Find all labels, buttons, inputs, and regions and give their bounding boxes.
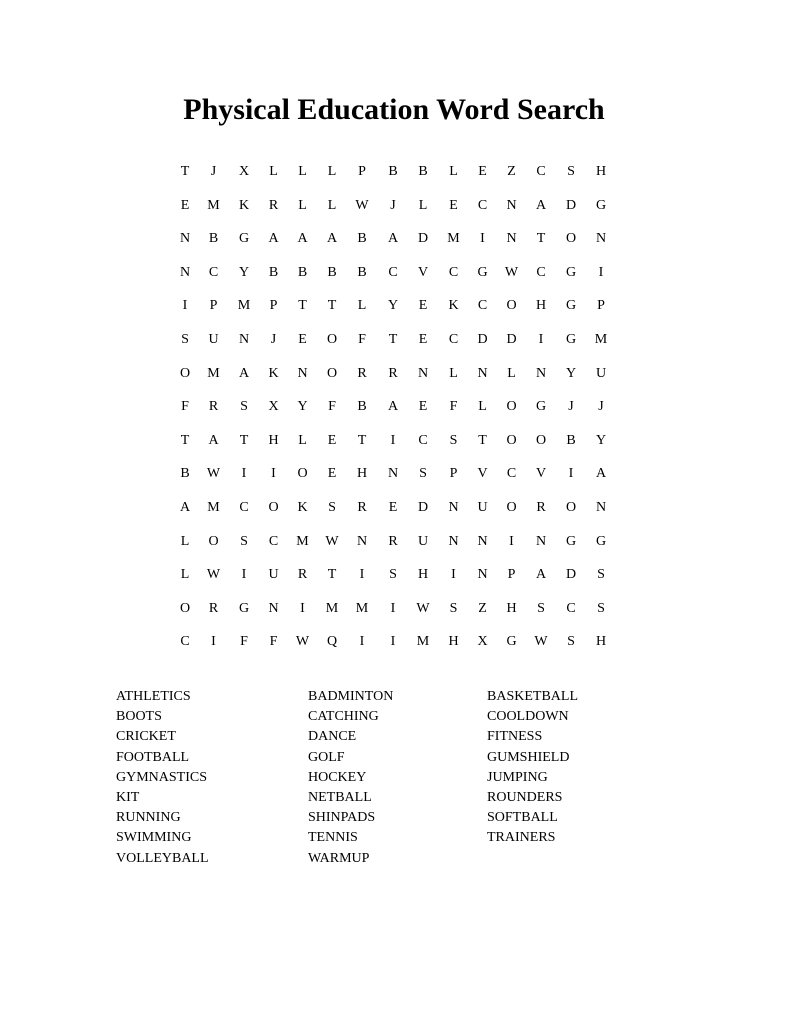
grid-cell[interactable]: T [180, 432, 190, 448]
grid-cell[interactable]: D [565, 567, 577, 583]
grid-cell[interactable]: A [387, 231, 399, 247]
grid-cell[interactable]: I [509, 533, 514, 549]
grid-cell[interactable]: A [238, 365, 250, 381]
grid-cell[interactable]: I [271, 466, 276, 482]
grid-cell[interactable]: I [538, 331, 544, 347]
grid-cell[interactable]: I [568, 466, 574, 482]
word-column [116, 687, 209, 869]
page-title: Physical Education Word Search [183, 93, 605, 126]
grid-cell[interactable]: E [388, 499, 398, 515]
grid-cell[interactable]: D [477, 331, 488, 347]
grid-cell[interactable]: K [268, 365, 279, 381]
grid-cell[interactable]: J [568, 399, 574, 415]
grid-cell[interactable]: O [179, 600, 191, 616]
word-list-item: TRAINERS [487, 830, 556, 846]
grid-cell[interactable]: M [237, 298, 251, 314]
grid-cell[interactable]: E [449, 197, 458, 213]
grid-row [170, 225, 620, 259]
grid-cell[interactable]: Y [595, 432, 607, 448]
grid-cell[interactable]: I [182, 298, 188, 314]
grid-cell[interactable]: W [325, 533, 339, 549]
grid-row [170, 561, 620, 595]
grid-cell[interactable]: A [535, 567, 547, 583]
grid-cell[interactable]: R [536, 499, 546, 515]
word-list-item: SOFTBALL [487, 810, 558, 826]
grid-cell[interactable]: Y [565, 365, 577, 381]
grid-cell[interactable]: D [565, 197, 577, 213]
grid-cell[interactable]: L [298, 432, 307, 448]
grid-cell[interactable]: L [449, 365, 458, 381]
grid-cell[interactable]: K [297, 499, 308, 515]
grid-cell[interactable]: N [417, 365, 429, 381]
grid-cell[interactable]: N [595, 231, 607, 247]
word-list-item: HOCKEY [308, 769, 367, 785]
grid-cell[interactable]: C [268, 533, 279, 549]
grid-cell[interactable]: N [535, 365, 547, 381]
word-column [308, 687, 393, 869]
grid-cell[interactable]: L [298, 197, 307, 213]
grid-cell[interactable]: G [238, 231, 250, 247]
grid-cell[interactable]: R [388, 365, 398, 381]
grid-cell[interactable]: H [448, 634, 459, 650]
grid-cell[interactable]: S [419, 466, 427, 482]
grid-row [170, 259, 620, 293]
grid-cell[interactable]: S [597, 600, 605, 616]
grid-cell[interactable]: E [478, 164, 487, 179]
grid-cell[interactable]: B [327, 264, 337, 280]
grid-cell[interactable]: Z [478, 600, 487, 616]
grid-row [170, 326, 620, 360]
grid-cell[interactable]: P [269, 298, 278, 314]
grid-cell[interactable]: U [268, 567, 279, 583]
grid-cell[interactable]: A [595, 466, 607, 482]
grid-cell[interactable]: I [359, 567, 365, 583]
grid-cell[interactable]: B [357, 264, 367, 280]
grid-cell[interactable]: T [239, 432, 249, 448]
grid-cell[interactable]: G [565, 331, 577, 347]
word-column [487, 687, 578, 849]
grid-cell[interactable]: I [211, 634, 216, 650]
grid-cell[interactable]: O [326, 365, 338, 381]
grid-cell[interactable]: C [536, 164, 546, 179]
grid-cell[interactable]: C [208, 264, 219, 280]
grid-cell[interactable]: B [388, 164, 398, 179]
grid-cell[interactable]: E [180, 197, 190, 213]
word-list-item: BADMINTON [308, 689, 394, 704]
word-list-item: KIT [116, 789, 140, 805]
grid-cell[interactable]: F [240, 634, 248, 650]
grid-cell[interactable]: N [297, 365, 308, 381]
grid-cell[interactable]: I [390, 432, 396, 448]
grid-cell[interactable]: C [418, 432, 428, 448]
grid-cell[interactable]: L [180, 533, 190, 549]
grid-cell[interactable]: S [240, 399, 248, 415]
grid-cell[interactable]: R [208, 399, 219, 415]
grid-cell[interactable]: O [506, 432, 517, 448]
grid-cell[interactable]: L [478, 399, 487, 415]
grid-cell[interactable]: H [417, 567, 429, 583]
grid-cell[interactable]: D [417, 499, 429, 515]
grid-cell[interactable]: H [535, 298, 547, 314]
grid-cell[interactable]: L [327, 197, 337, 213]
grid-cell[interactable]: C [448, 264, 459, 280]
grid-cell[interactable]: G [238, 600, 250, 616]
grid-cell[interactable]: K [448, 298, 459, 314]
grid-cell[interactable]: W [206, 567, 221, 583]
grid-cell[interactable]: M [594, 331, 608, 347]
grid-cell[interactable]: Y [238, 264, 250, 280]
grid-cell[interactable]: N [448, 499, 459, 515]
grid-cell[interactable]: N [268, 600, 279, 616]
grid-cell[interactable]: B [418, 164, 428, 179]
word-list-item: BOOTS [116, 709, 162, 725]
grid-cell[interactable]: G [565, 264, 577, 280]
grid-cell[interactable]: M [207, 365, 220, 381]
grid-cell[interactable]: D [506, 331, 517, 347]
word-list-item: GYMNASTICS [116, 769, 208, 785]
word-list-item: FOOTBALL [116, 749, 190, 765]
grid-cell[interactable]: X [238, 164, 250, 179]
grid-cell[interactable]: A [535, 197, 547, 213]
grid-row [170, 192, 620, 226]
grid-cell[interactable]: O [506, 499, 517, 515]
grid-cell[interactable]: G [535, 399, 547, 415]
grid-cell[interactable]: E [327, 432, 337, 448]
grid-cell[interactable]: J [598, 399, 604, 415]
grid-cell[interactable]: U [595, 365, 607, 381]
grid-cell[interactable]: T [327, 567, 337, 583]
word-list-item: CATCHING [308, 709, 379, 725]
grid-cell[interactable]: M [207, 499, 220, 515]
grid-cell[interactable]: R [268, 197, 279, 213]
grid-cell[interactable]: T [180, 164, 190, 179]
grid-cell[interactable]: S [240, 533, 248, 549]
grid-cell[interactable]: L [418, 197, 428, 213]
grid-cell[interactable]: V [535, 466, 547, 482]
grid-cell[interactable]: T [298, 298, 307, 314]
grid-cell[interactable]: M [296, 533, 309, 549]
grid-cell[interactable]: S [449, 600, 458, 616]
grid-cell[interactable]: N [356, 533, 368, 549]
grid-cell[interactable]: N [477, 365, 488, 381]
grid-cell[interactable]: O [326, 331, 338, 347]
grid-cell[interactable]: L [269, 164, 278, 179]
grid-cell[interactable]: W [534, 634, 548, 650]
grid-cell[interactable]: B [180, 466, 190, 482]
grid-cell[interactable]: K [238, 197, 250, 213]
grid-cell[interactable]: M [447, 231, 460, 247]
grid-cell[interactable]: I [451, 567, 456, 583]
grid-cell[interactable]: I [390, 634, 396, 650]
grid-cell[interactable]: E [298, 331, 307, 347]
grid-cell[interactable]: A [297, 231, 308, 247]
grid-row [170, 595, 620, 629]
grid-cell[interactable]: F [181, 399, 189, 415]
grid-cell[interactable]: S [181, 331, 189, 347]
grid-cell[interactable]: S [449, 432, 458, 448]
grid-cell[interactable]: A [268, 231, 279, 247]
grid-cell[interactable]: P [597, 298, 605, 314]
word-list-item: CRICKET [116, 729, 176, 745]
grid-cell[interactable]: O [565, 231, 577, 247]
grid-cell[interactable]: Y [387, 298, 399, 314]
grid-cell[interactable]: E [418, 399, 428, 415]
word-list-item: FITNESS [487, 729, 543, 745]
grid-cell[interactable]: O [506, 298, 517, 314]
grid-cell[interactable]: M [355, 600, 369, 616]
grid-cell[interactable]: C [448, 331, 459, 347]
grid-cell[interactable]: S [597, 567, 605, 583]
word-list-item: ROUNDERS [487, 789, 563, 805]
grid-cell[interactable]: T [478, 432, 487, 448]
grid-cell[interactable]: V [477, 466, 488, 482]
grid-cell[interactable]: R [208, 600, 219, 616]
grid-cell[interactable]: I [598, 264, 604, 280]
grid-cell[interactable]: N [238, 331, 250, 347]
grid-cell[interactable]: H [506, 600, 517, 616]
grid-cell[interactable]: U [208, 331, 219, 347]
grid-cell[interactable]: L [298, 164, 307, 179]
grid-cell[interactable]: I [480, 231, 485, 247]
word-list-item: GUMSHIELD [487, 749, 570, 765]
grid-cell[interactable]: O [297, 466, 308, 482]
grid-row [170, 393, 620, 427]
grid-cell[interactable]: E [418, 298, 428, 314]
grid-cell[interactable]: F [328, 399, 336, 415]
grid-cell[interactable]: F [358, 331, 366, 347]
grid-cell[interactable]: C [239, 499, 249, 515]
grid-cell[interactable]: T [357, 432, 367, 448]
grid-cell[interactable]: R [388, 533, 398, 549]
grid-cell[interactable]: G [595, 197, 607, 213]
grid-cell[interactable]: S [567, 634, 575, 650]
grid-cell[interactable]: B [566, 432, 576, 448]
grid-cell[interactable]: O [268, 499, 279, 515]
grid-cell[interactable]: B [208, 231, 219, 247]
word-list-item: NETBALL [308, 789, 372, 805]
grid-cell[interactable]: B [297, 264, 308, 280]
word-list-item: SWIMMING [116, 830, 192, 846]
word-list-item: TENNIS [308, 830, 358, 846]
grid-cell[interactable]: N [387, 466, 399, 482]
grid-row [170, 360, 620, 394]
grid-cell[interactable]: J [210, 164, 217, 179]
grid-cell[interactable]: I [300, 600, 305, 616]
grid-cell[interactable]: A [208, 432, 219, 448]
grid-cell[interactable]: C [180, 634, 190, 650]
grid-cell[interactable]: O [565, 499, 577, 515]
grid-cell[interactable]: A [179, 499, 191, 515]
grid-cell[interactable]: T [388, 331, 398, 347]
grid-cell[interactable]: B [357, 399, 367, 415]
grid-cell[interactable]: P [209, 298, 218, 314]
letter-grid [170, 158, 620, 662]
grid-cell[interactable]: H [356, 466, 368, 482]
grid-row [170, 292, 620, 326]
grid-cell[interactable]: Y [297, 399, 308, 415]
grid-cell[interactable]: W [416, 600, 430, 616]
grid-cell[interactable]: L [357, 298, 367, 314]
grid-cell[interactable]: B [268, 264, 279, 280]
grid-cell[interactable]: O [179, 365, 191, 381]
grid-cell[interactable]: I [241, 466, 247, 482]
word-list-item: JUMPING [487, 769, 548, 785]
grid-cell[interactable]: E [418, 331, 428, 347]
grid-cell[interactable]: X [268, 399, 279, 415]
grid-cell[interactable]: M [325, 600, 339, 616]
word-list-item: COOLDOWN [487, 709, 569, 725]
grid-cell[interactable]: P [358, 164, 366, 179]
grid-cell[interactable]: H [268, 432, 279, 448]
grid-cell[interactable]: U [417, 533, 429, 549]
grid-cell[interactable]: J [390, 197, 396, 213]
grid-cell[interactable]: N [506, 197, 517, 213]
grid-cell[interactable]: N [595, 499, 607, 515]
grid-cell[interactable]: C [477, 298, 488, 314]
grid-cell[interactable]: N [506, 231, 517, 247]
grid-cell[interactable]: W [355, 197, 369, 213]
grid-cell[interactable]: A [387, 399, 399, 415]
grid-row [170, 528, 620, 562]
grid-cell[interactable]: V [417, 264, 429, 280]
grid-cell[interactable]: G [595, 533, 607, 549]
grid-cell[interactable]: N [477, 533, 488, 549]
grid-cell[interactable]: C [536, 264, 546, 280]
grid-row [170, 427, 620, 461]
grid-cell[interactable]: O [208, 533, 219, 549]
word-list-item: BASKETBALL [487, 689, 578, 704]
grid-row [170, 628, 620, 662]
grid-cell[interactable]: N [179, 231, 191, 247]
grid-cell[interactable]: F [269, 634, 278, 650]
grid-cell[interactable]: L [180, 567, 190, 583]
grid-cell[interactable]: G [565, 298, 577, 314]
grid-cell[interactable]: S [567, 164, 575, 179]
grid-cell[interactable]: R [297, 567, 308, 583]
grid-cell[interactable]: O [535, 432, 547, 448]
grid-cell[interactable]: P [449, 466, 458, 482]
grid-cell[interactable]: G [506, 634, 517, 650]
grid-cell[interactable]: F [449, 399, 458, 415]
grid-cell[interactable]: L [327, 164, 337, 179]
grid-cell[interactable]: R [357, 365, 367, 381]
grid-cell[interactable]: S [328, 499, 336, 515]
grid-cell[interactable]: N [179, 264, 191, 280]
grid-cell[interactable]: L [507, 365, 516, 381]
grid-cell[interactable]: G [477, 264, 488, 280]
grid-cell[interactable]: Q [326, 634, 338, 650]
grid-cell[interactable]: O [506, 399, 517, 415]
grid-cell[interactable]: P [507, 567, 516, 583]
grid-cell[interactable]: T [327, 298, 337, 314]
grid-cell[interactable]: J [270, 331, 277, 347]
grid-cell[interactable]: I [241, 567, 247, 583]
grid-cell[interactable]: S [537, 600, 545, 616]
grid-cell[interactable]: H [595, 164, 607, 179]
grid-cell[interactable]: C [566, 600, 576, 616]
grid-cell[interactable]: W [206, 466, 221, 482]
grid-cell[interactable]: N [448, 533, 459, 549]
grid-cell[interactable]: W [295, 634, 310, 650]
grid-cell[interactable]: R [357, 499, 367, 515]
grid-cell[interactable]: C [506, 466, 517, 482]
grid-cell[interactable]: X [477, 634, 488, 650]
word-list-item: VOLLEYBALL [116, 850, 209, 866]
grid-row [170, 158, 620, 192]
word-list-item: DANCE [308, 729, 357, 745]
grid-cell[interactable]: I [390, 600, 396, 616]
grid-cell[interactable]: D [417, 231, 429, 247]
grid-cell[interactable]: N [535, 533, 547, 549]
grid-cell[interactable]: M [416, 634, 430, 650]
grid-cell[interactable]: I [359, 634, 365, 650]
grid-cell[interactable]: S [389, 567, 397, 583]
grid-cell[interactable]: A [326, 231, 338, 247]
grid-row [170, 460, 620, 494]
grid-cell[interactable]: U [477, 499, 488, 515]
grid-cell[interactable]: M [207, 197, 220, 213]
grid-cell[interactable]: L [449, 164, 458, 179]
grid-cell[interactable]: T [536, 231, 546, 247]
grid-cell[interactable]: G [565, 533, 577, 549]
grid-cell[interactable]: W [504, 264, 519, 280]
grid-cell[interactable]: E [327, 466, 337, 482]
word-list-item: ATHLETICS [116, 689, 191, 704]
grid-cell[interactable]: C [477, 197, 488, 213]
grid-cell[interactable]: N [477, 567, 488, 583]
grid-cell[interactable]: H [595, 634, 607, 650]
grid-row [170, 494, 620, 528]
grid-cell[interactable]: C [388, 264, 398, 280]
word-list-item: WARMUP [308, 850, 370, 866]
word-list-item: GOLF [308, 749, 345, 765]
grid-cell[interactable]: B [357, 231, 367, 247]
word-list-item: RUNNING [116, 810, 181, 826]
grid-cell[interactable]: Z [507, 164, 516, 179]
word-list-item: SHINPADS [308, 810, 376, 826]
